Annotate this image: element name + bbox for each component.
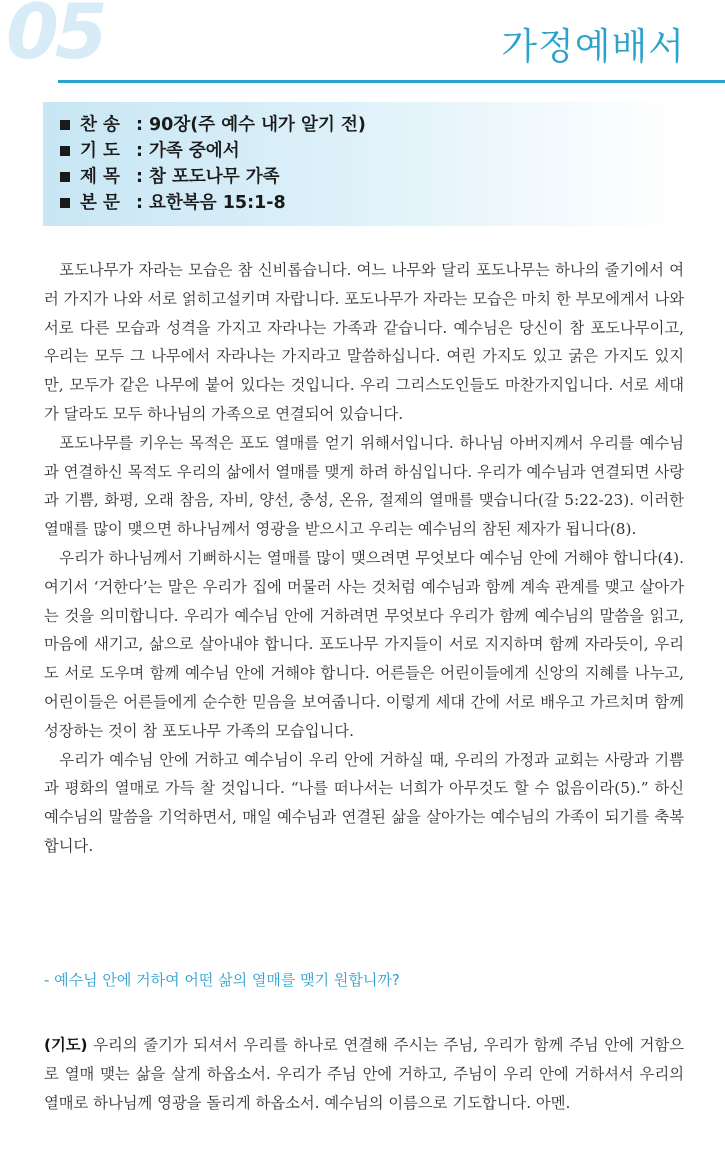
info-separator: : bbox=[136, 115, 143, 135]
info-row-title bbox=[60, 164, 366, 190]
page-title: 가정예배서 bbox=[501, 25, 685, 68]
section-number: 05 bbox=[6, 0, 104, 76]
sermon-paragraph: 우리가 하나님께서 기뻐하시는 열매를 많이 맺으려면 무엇보다 예수님 안에 거해야 합니다(4). 여기서 ‘거한다’는 말은 우리가 집에 머물러 사는 것처럼 예수님과 함께 계속 관계를 맺고 살아가는 것을 의미합니다. 우리가 예수님 안에 거하려면 무엇보다 우리가 함께 예수님의 말씀을 읽고, 마음에 새기고, 삶으로 살아내야 합니다. 포도나무 가지들이 서로 지지하며 함께 자라듯이, 우리도 서로 도우며 함께 예수님 안에 거해야 합니다. 어른들은 어린이들에게 신앙의 지혜를 나누고, 어린이들은 어른들에게 순수한 믿음을 보여줍니다. 이렇게 세대 간에 서로 배우고 가르치며 함께 성장하는 것이 참 포도나무 가족의 모습입니다. bbox=[44, 548, 684, 740]
info-label: 찬 송 bbox=[80, 115, 120, 135]
info-row-scripture bbox=[60, 190, 366, 216]
info-separator: : bbox=[136, 193, 143, 213]
sermon-paragraph: 포도나무를 키우는 목적은 포도 열매를 얻기 위해서입니다. 하나님 아버지께서 우리를 예수님과 연결하신 목적도 우리의 삶에서 열매를 맺게 하려 하심입니다. 우리가 예수님과 연결되면 사랑과 기쁨, 화평, 오래 참음, 자비, 양선, 충성, 온유, 절제의 열매를 맺습니다(갈 5:22-23). 이러한 열매를 많이 맺으면 하나님께서 영광을 받으시고 우리는 예수님의 참된 제자가 됩니다(8). bbox=[44, 433, 684, 539]
prayer-label: (기도) bbox=[44, 1036, 88, 1054]
info-label: 제 목 bbox=[80, 167, 120, 187]
info-value: 참 포도나무 가족 bbox=[149, 167, 280, 187]
info-row-hymn bbox=[60, 112, 366, 138]
reflection-question: - 예수님 안에 거하여 어떤 삶의 열매를 맺기 원합니까? bbox=[44, 971, 400, 989]
closing-prayer bbox=[44, 1031, 684, 1118]
square-bullet-icon bbox=[60, 146, 70, 156]
info-label: 본 문 bbox=[80, 193, 120, 213]
square-bullet-icon bbox=[60, 198, 70, 208]
info-label: 기 도 bbox=[80, 141, 120, 161]
info-value: 90장(주 예수 내가 알기 전) bbox=[149, 115, 366, 135]
info-value: 요한복음 15:1-8 bbox=[149, 193, 286, 213]
info-separator: : bbox=[136, 167, 143, 187]
sermon-paragraph: 포도나무가 자라는 모습은 참 신비롭습니다. 여느 나무와 달리 포도나무는 하나의 줄기에서 여러 가지가 나와 서로 얽히고설키며 자랍니다. 포도나무가 자라는 모습은 마치 한 부모에게서 나와 서로 다른 모습과 성격을 가지고 자라나는 가족과 같습니다. 예수님은 당신이 참 포도나무이고, 우리는 모두 그 나무에서 자라나는 가지라고 말씀하십니다. 여린 가지도 있고 굵은 가지도 있지만, 모두가 같은 나무에 붙어 있다는 것입니다. 우리 그리스도인들도 마찬가지입니다. 서로 세대가 달라도 모두 하나님의 가족으로 연결되어 있습니다. bbox=[44, 261, 684, 423]
sermon-paragraph: 우리가 예수님 안에 거하고 예수님이 우리 안에 거하실 때, 우리의 가정과 교회는 사랑과 기쁨과 평화의 열매로 가득 찰 것입니다. “나를 떠나서는 너희가 아무것도 할 수 없음이라(5).” 하신 예수님의 말씀을 기억하면서, 매일 예수님과 연결된 삶을 살아가는 예수님의 가족이 되기를 축복합니다. bbox=[44, 750, 684, 855]
service-info-list bbox=[60, 112, 366, 216]
square-bullet-icon bbox=[60, 172, 70, 182]
title-divider bbox=[58, 80, 725, 83]
info-value: 가족 중에서 bbox=[149, 141, 240, 161]
prayer-text: 우리의 줄기가 되셔서 우리를 하나로 연결해 주시는 주님, 우리가 함께 주님 안에 거함으로 열매 맺는 삶을 살게 하옵소서. 우리가 주님 안에 거하고, 주님이 우리 안에 거하셔서 우리의 열매로 하나님께 영광을 돌리게 하옵소서. 예수님의 이름으로 기도합니다. 아멘. bbox=[44, 1036, 684, 1112]
info-separator: : bbox=[136, 141, 143, 161]
info-row-prayer bbox=[60, 138, 366, 164]
sermon-body bbox=[44, 256, 684, 861]
square-bullet-icon bbox=[60, 120, 70, 130]
